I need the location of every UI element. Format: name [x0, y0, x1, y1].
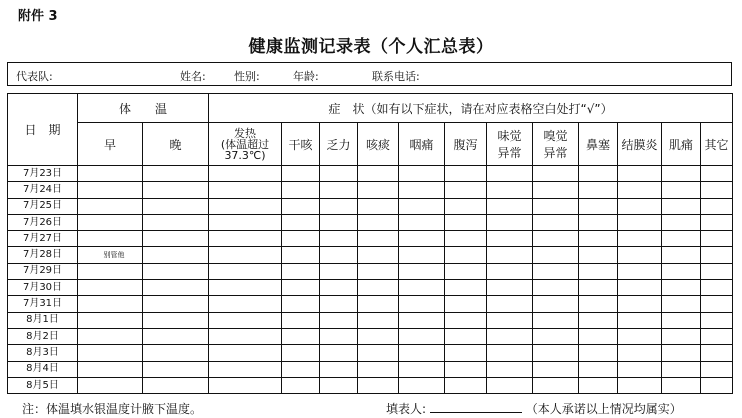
- entry-cell[interactable]: [282, 214, 320, 230]
- morning-temp-cell[interactable]: [78, 345, 143, 361]
- entry-cell[interactable]: [358, 312, 399, 328]
- muscle-pain-header: 肌痛: [662, 123, 701, 166]
- table-row: [8, 214, 733, 230]
- entry-cell[interactable]: [487, 377, 533, 393]
- entry-cell[interactable]: [358, 328, 399, 344]
- entry-cell[interactable]: [209, 166, 282, 182]
- taste-line2: 异常: [497, 146, 522, 160]
- entry-cell[interactable]: [445, 328, 487, 344]
- entry-cell[interactable]: [282, 280, 320, 296]
- morning-temp-cell[interactable]: [78, 263, 143, 279]
- entry-cell[interactable]: [579, 377, 618, 393]
- entry-cell[interactable]: [579, 296, 618, 312]
- temperature-header: 体 温: [78, 94, 209, 123]
- entry-cell[interactable]: [143, 296, 209, 312]
- entry-cell[interactable]: [487, 328, 533, 344]
- morning-temp-cell[interactable]: [78, 182, 143, 198]
- entry-cell[interactable]: [533, 198, 579, 214]
- entry-cell[interactable]: [533, 263, 579, 279]
- entry-cell[interactable]: [533, 328, 579, 344]
- entry-cell[interactable]: [143, 231, 209, 247]
- entry-cell[interactable]: [445, 361, 487, 377]
- entry-cell[interactable]: [579, 328, 618, 344]
- entry-cell[interactable]: [143, 182, 209, 198]
- entry-cell[interactable]: [662, 231, 701, 247]
- entry-cell[interactable]: [701, 361, 733, 377]
- entry-cell[interactable]: [282, 166, 320, 182]
- entry-cell[interactable]: [445, 377, 487, 393]
- promise-text: （本人承诺以上情况均属实）: [525, 402, 682, 416]
- entry-cell[interactable]: [701, 166, 733, 182]
- entry-cell[interactable]: [399, 312, 445, 328]
- entry-cell[interactable]: [487, 231, 533, 247]
- entry-cell[interactable]: [399, 214, 445, 230]
- date-header: 日 期: [8, 94, 78, 166]
- conjunctivitis-header: 结膜炎: [618, 123, 662, 166]
- morning-temp-cell[interactable]: [78, 377, 143, 393]
- smell-line2: 异常: [543, 146, 568, 160]
- entry-cell[interactable]: [282, 182, 320, 198]
- entry-cell[interactable]: [445, 312, 487, 328]
- morning-temp-cell[interactable]: [78, 166, 143, 182]
- entry-cell[interactable]: [662, 361, 701, 377]
- entry-cell[interactable]: [358, 198, 399, 214]
- entry-cell[interactable]: [320, 182, 358, 198]
- entry-cell[interactable]: [445, 345, 487, 361]
- entry-cell[interactable]: [320, 377, 358, 393]
- entry-cell[interactable]: [209, 182, 282, 198]
- entry-cell[interactable]: [487, 166, 533, 182]
- entry-cell[interactable]: [399, 166, 445, 182]
- entry-cell[interactable]: [618, 296, 662, 312]
- entry-cell[interactable]: [579, 231, 618, 247]
- entry-cell[interactable]: [399, 263, 445, 279]
- entry-cell[interactable]: [662, 328, 701, 344]
- entry-cell[interactable]: [487, 312, 533, 328]
- entry-cell[interactable]: [358, 361, 399, 377]
- entry-cell[interactable]: [143, 345, 209, 361]
- date-cell: 7月29日: [8, 263, 78, 279]
- entry-cell[interactable]: [701, 328, 733, 344]
- entry-cell[interactable]: [320, 280, 358, 296]
- entry-cell[interactable]: [662, 214, 701, 230]
- entry-cell[interactable]: [399, 377, 445, 393]
- entry-cell[interactable]: [143, 166, 209, 182]
- date-cell: 8月3日: [8, 345, 78, 361]
- entry-cell[interactable]: [579, 198, 618, 214]
- entry-cell[interactable]: [701, 296, 733, 312]
- entry-cell[interactable]: [143, 214, 209, 230]
- entry-cell[interactable]: [143, 247, 209, 263]
- entry-cell[interactable]: [143, 361, 209, 377]
- entry-cell[interactable]: [618, 247, 662, 263]
- entry-cell[interactable]: [209, 345, 282, 361]
- entry-cell[interactable]: [445, 231, 487, 247]
- entry-cell[interactable]: [701, 247, 733, 263]
- nasal-congestion-header: 鼻塞: [579, 123, 618, 166]
- fatigue-header: 乏力: [320, 123, 358, 166]
- table-row: [8, 377, 733, 393]
- entry-cell[interactable]: [358, 231, 399, 247]
- entry-cell[interactable]: [618, 377, 662, 393]
- entry-cell[interactable]: [358, 182, 399, 198]
- entry-cell[interactable]: [701, 198, 733, 214]
- entry-cell[interactable]: [533, 312, 579, 328]
- entry-cell[interactable]: [282, 328, 320, 344]
- morning-temp-cell[interactable]: 别管他: [78, 247, 143, 263]
- entry-cell[interactable]: [533, 214, 579, 230]
- name-label: 姓名:: [180, 70, 206, 83]
- entry-cell[interactable]: [487, 280, 533, 296]
- entry-cell[interactable]: [618, 198, 662, 214]
- entry-cell[interactable]: [358, 345, 399, 361]
- entry-cell[interactable]: [209, 198, 282, 214]
- table-row: [8, 280, 733, 296]
- entry-cell[interactable]: [701, 280, 733, 296]
- entry-cell[interactable]: [618, 361, 662, 377]
- entry-cell[interactable]: [320, 296, 358, 312]
- entry-cell[interactable]: [701, 377, 733, 393]
- entry-cell[interactable]: [320, 328, 358, 344]
- entry-cell[interactable]: [579, 182, 618, 198]
- age-label: 年龄:: [293, 70, 319, 83]
- gender-label: 性别:: [234, 70, 260, 83]
- entry-cell[interactable]: [618, 182, 662, 198]
- table-row: [8, 345, 733, 361]
- entry-cell[interactable]: [662, 377, 701, 393]
- symptoms-header: 症 状（如有以下症状，请在对应表格空白处打“√”）: [209, 94, 733, 123]
- entry-cell[interactable]: [209, 231, 282, 247]
- morning-temp-cell[interactable]: [78, 328, 143, 344]
- entry-cell[interactable]: [618, 166, 662, 182]
- date-cell: 7月30日: [8, 280, 78, 296]
- entry-cell[interactable]: [662, 345, 701, 361]
- taste-line1: 味觉: [497, 129, 522, 143]
- entry-cell[interactable]: [662, 263, 701, 279]
- footer-signature: [386, 400, 682, 417]
- table-row: [8, 263, 733, 279]
- entry-cell[interactable]: [487, 247, 533, 263]
- entry-cell[interactable]: [618, 312, 662, 328]
- morning-temp-cell[interactable]: [78, 198, 143, 214]
- entry-cell[interactable]: [143, 377, 209, 393]
- entry-cell[interactable]: [662, 312, 701, 328]
- entry-cell[interactable]: [618, 263, 662, 279]
- entry-cell[interactable]: [487, 345, 533, 361]
- entry-cell[interactable]: [282, 361, 320, 377]
- entry-cell[interactable]: [701, 214, 733, 230]
- date-cell: 7月24日: [8, 182, 78, 198]
- taste-abnormal-header: [487, 123, 533, 166]
- entry-cell[interactable]: [579, 361, 618, 377]
- entry-cell[interactable]: [445, 263, 487, 279]
- morning-temp-cell[interactable]: [78, 280, 143, 296]
- table-row: [8, 312, 733, 328]
- entry-cell[interactable]: [701, 231, 733, 247]
- table-row: [8, 231, 733, 247]
- entry-cell[interactable]: [358, 280, 399, 296]
- date-cell: 8月1日: [8, 312, 78, 328]
- entry-cell[interactable]: [533, 280, 579, 296]
- table-row: [8, 296, 733, 312]
- entry-cell[interactable]: [579, 214, 618, 230]
- smell-line1: 嗅觉: [543, 129, 568, 143]
- evening-header: 晚: [143, 123, 209, 166]
- entry-cell[interactable]: [209, 328, 282, 344]
- date-cell: 7月27日: [8, 231, 78, 247]
- entry-cell[interactable]: [618, 345, 662, 361]
- entry-cell[interactable]: [445, 214, 487, 230]
- date-cell: 8月2日: [8, 328, 78, 344]
- entry-cell[interactable]: [445, 166, 487, 182]
- entry-cell[interactable]: [487, 182, 533, 198]
- entry-cell[interactable]: [533, 231, 579, 247]
- entry-cell[interactable]: [358, 296, 399, 312]
- entry-cell[interactable]: [533, 182, 579, 198]
- filler-label: 填表人:: [386, 402, 427, 416]
- entry-cell[interactable]: [358, 377, 399, 393]
- entry-cell[interactable]: [579, 166, 618, 182]
- entry-cell[interactable]: [320, 247, 358, 263]
- entry-cell[interactable]: [487, 296, 533, 312]
- fever-header-line2: (体温超过: [220, 137, 270, 151]
- entry-cell[interactable]: [662, 182, 701, 198]
- entry-cell[interactable]: [487, 263, 533, 279]
- entry-cell[interactable]: [209, 296, 282, 312]
- date-cell: 7月31日: [8, 296, 78, 312]
- morning-temp-cell[interactable]: [78, 296, 143, 312]
- entry-cell[interactable]: [320, 345, 358, 361]
- entry-cell[interactable]: [533, 345, 579, 361]
- entry-cell[interactable]: [618, 231, 662, 247]
- entry-cell[interactable]: [487, 214, 533, 230]
- entry-cell[interactable]: [445, 280, 487, 296]
- dry-cough-header: 干咳: [282, 123, 320, 166]
- fever-header-line1: 发热: [234, 126, 257, 140]
- entry-cell[interactable]: [618, 214, 662, 230]
- footer-note: 注：体温填水银温度计腋下温度。: [22, 402, 203, 416]
- entry-cell[interactable]: [399, 182, 445, 198]
- entry-cell[interactable]: [399, 296, 445, 312]
- fever-header: [209, 123, 282, 166]
- entry-cell[interactable]: [399, 247, 445, 263]
- entry-cell[interactable]: [662, 280, 701, 296]
- table-row: [8, 247, 733, 263]
- entry-cell[interactable]: [533, 296, 579, 312]
- entry-cell[interactable]: [399, 280, 445, 296]
- fever-header-line3: 37.3℃): [224, 148, 266, 162]
- entry-cell[interactable]: [487, 198, 533, 214]
- table-row: [8, 361, 733, 377]
- entry-cell[interactable]: [579, 280, 618, 296]
- entry-cell[interactable]: [579, 345, 618, 361]
- entry-cell[interactable]: [579, 312, 618, 328]
- entry-cell[interactable]: [399, 361, 445, 377]
- phone-label: 联系电话:: [372, 70, 420, 83]
- entry-cell[interactable]: [399, 345, 445, 361]
- entry-cell[interactable]: [358, 263, 399, 279]
- entry-cell[interactable]: [533, 166, 579, 182]
- date-cell: 7月25日: [8, 198, 78, 214]
- entry-cell[interactable]: [701, 345, 733, 361]
- entry-cell[interactable]: [282, 263, 320, 279]
- entry-cell[interactable]: [282, 377, 320, 393]
- entry-cell[interactable]: [533, 361, 579, 377]
- entry-cell[interactable]: [445, 296, 487, 312]
- entry-cell[interactable]: [320, 166, 358, 182]
- entry-cell[interactable]: [399, 328, 445, 344]
- entry-cell[interactable]: [209, 263, 282, 279]
- cough-phlegm-header: 咳痰: [358, 123, 399, 166]
- table-row: [8, 166, 733, 182]
- entry-cell[interactable]: [320, 198, 358, 214]
- entry-cell[interactable]: [533, 377, 579, 393]
- table-row: [8, 198, 733, 214]
- personal-info-row: [7, 62, 732, 86]
- entry-cell[interactable]: [209, 247, 282, 263]
- entry-cell[interactable]: [143, 280, 209, 296]
- entry-cell[interactable]: [209, 214, 282, 230]
- entry-cell[interactable]: [320, 214, 358, 230]
- entry-cell[interactable]: [701, 182, 733, 198]
- morning-temp-cell[interactable]: [78, 312, 143, 328]
- entry-cell[interactable]: [618, 280, 662, 296]
- entry-cell[interactable]: [320, 312, 358, 328]
- date-cell: 8月4日: [8, 361, 78, 377]
- entry-cell[interactable]: [358, 214, 399, 230]
- entry-cell[interactable]: [282, 231, 320, 247]
- other-header: 其它: [701, 123, 733, 166]
- entry-cell[interactable]: [445, 247, 487, 263]
- entry-cell[interactable]: [618, 328, 662, 344]
- signature-line[interactable]: [430, 401, 522, 413]
- smell-abnormal-header: [533, 123, 579, 166]
- entry-cell[interactable]: [143, 328, 209, 344]
- morning-temp-cell[interactable]: [78, 361, 143, 377]
- entry-cell[interactable]: [282, 345, 320, 361]
- attachment-label: 附件 3: [18, 9, 58, 24]
- entry-cell[interactable]: [533, 247, 579, 263]
- entry-cell[interactable]: [445, 182, 487, 198]
- entry-cell[interactable]: [701, 312, 733, 328]
- entry-cell[interactable]: [143, 263, 209, 279]
- entry-cell[interactable]: [209, 377, 282, 393]
- date-cell: 8月5日: [8, 377, 78, 393]
- entry-cell[interactable]: [662, 247, 701, 263]
- morning-header: 早: [78, 123, 143, 166]
- entry-cell[interactable]: [487, 361, 533, 377]
- entry-cell[interactable]: [282, 247, 320, 263]
- entry-cell[interactable]: [320, 231, 358, 247]
- entry-cell[interactable]: [399, 231, 445, 247]
- entry-cell[interactable]: [399, 198, 445, 214]
- entry-cell[interactable]: [143, 198, 209, 214]
- entry-cell[interactable]: [282, 198, 320, 214]
- table-row: [8, 182, 733, 198]
- entry-cell[interactable]: [662, 296, 701, 312]
- entry-cell[interactable]: [143, 312, 209, 328]
- entry-cell[interactable]: [320, 263, 358, 279]
- table-row: [8, 328, 733, 344]
- entry-cell[interactable]: [662, 198, 701, 214]
- entry-cell[interactable]: [209, 280, 282, 296]
- entry-cell[interactable]: [320, 361, 358, 377]
- entry-cell[interactable]: [445, 198, 487, 214]
- date-cell: 7月28日: [8, 247, 78, 263]
- morning-temp-cell[interactable]: [78, 214, 143, 230]
- entry-cell[interactable]: [662, 166, 701, 182]
- entry-cell[interactable]: [282, 296, 320, 312]
- page-title: 健康监测记录表（个人汇总表）: [248, 37, 494, 57]
- entry-cell[interactable]: [579, 247, 618, 263]
- diarrhea-header: 腹泻: [445, 123, 487, 166]
- entry-cell[interactable]: [701, 263, 733, 279]
- health-record-table: [7, 93, 733, 394]
- entry-cell[interactable]: [358, 166, 399, 182]
- date-cell: 7月26日: [8, 214, 78, 230]
- morning-temp-cell[interactable]: [78, 231, 143, 247]
- entry-cell[interactable]: [282, 312, 320, 328]
- sore-throat-header: 咽痛: [399, 123, 445, 166]
- entry-cell[interactable]: [358, 247, 399, 263]
- entry-cell[interactable]: [579, 263, 618, 279]
- entry-cell[interactable]: [209, 312, 282, 328]
- team-label: 代表队:: [16, 70, 53, 83]
- date-cell: 7月23日: [8, 166, 78, 182]
- entry-cell[interactable]: [209, 361, 282, 377]
